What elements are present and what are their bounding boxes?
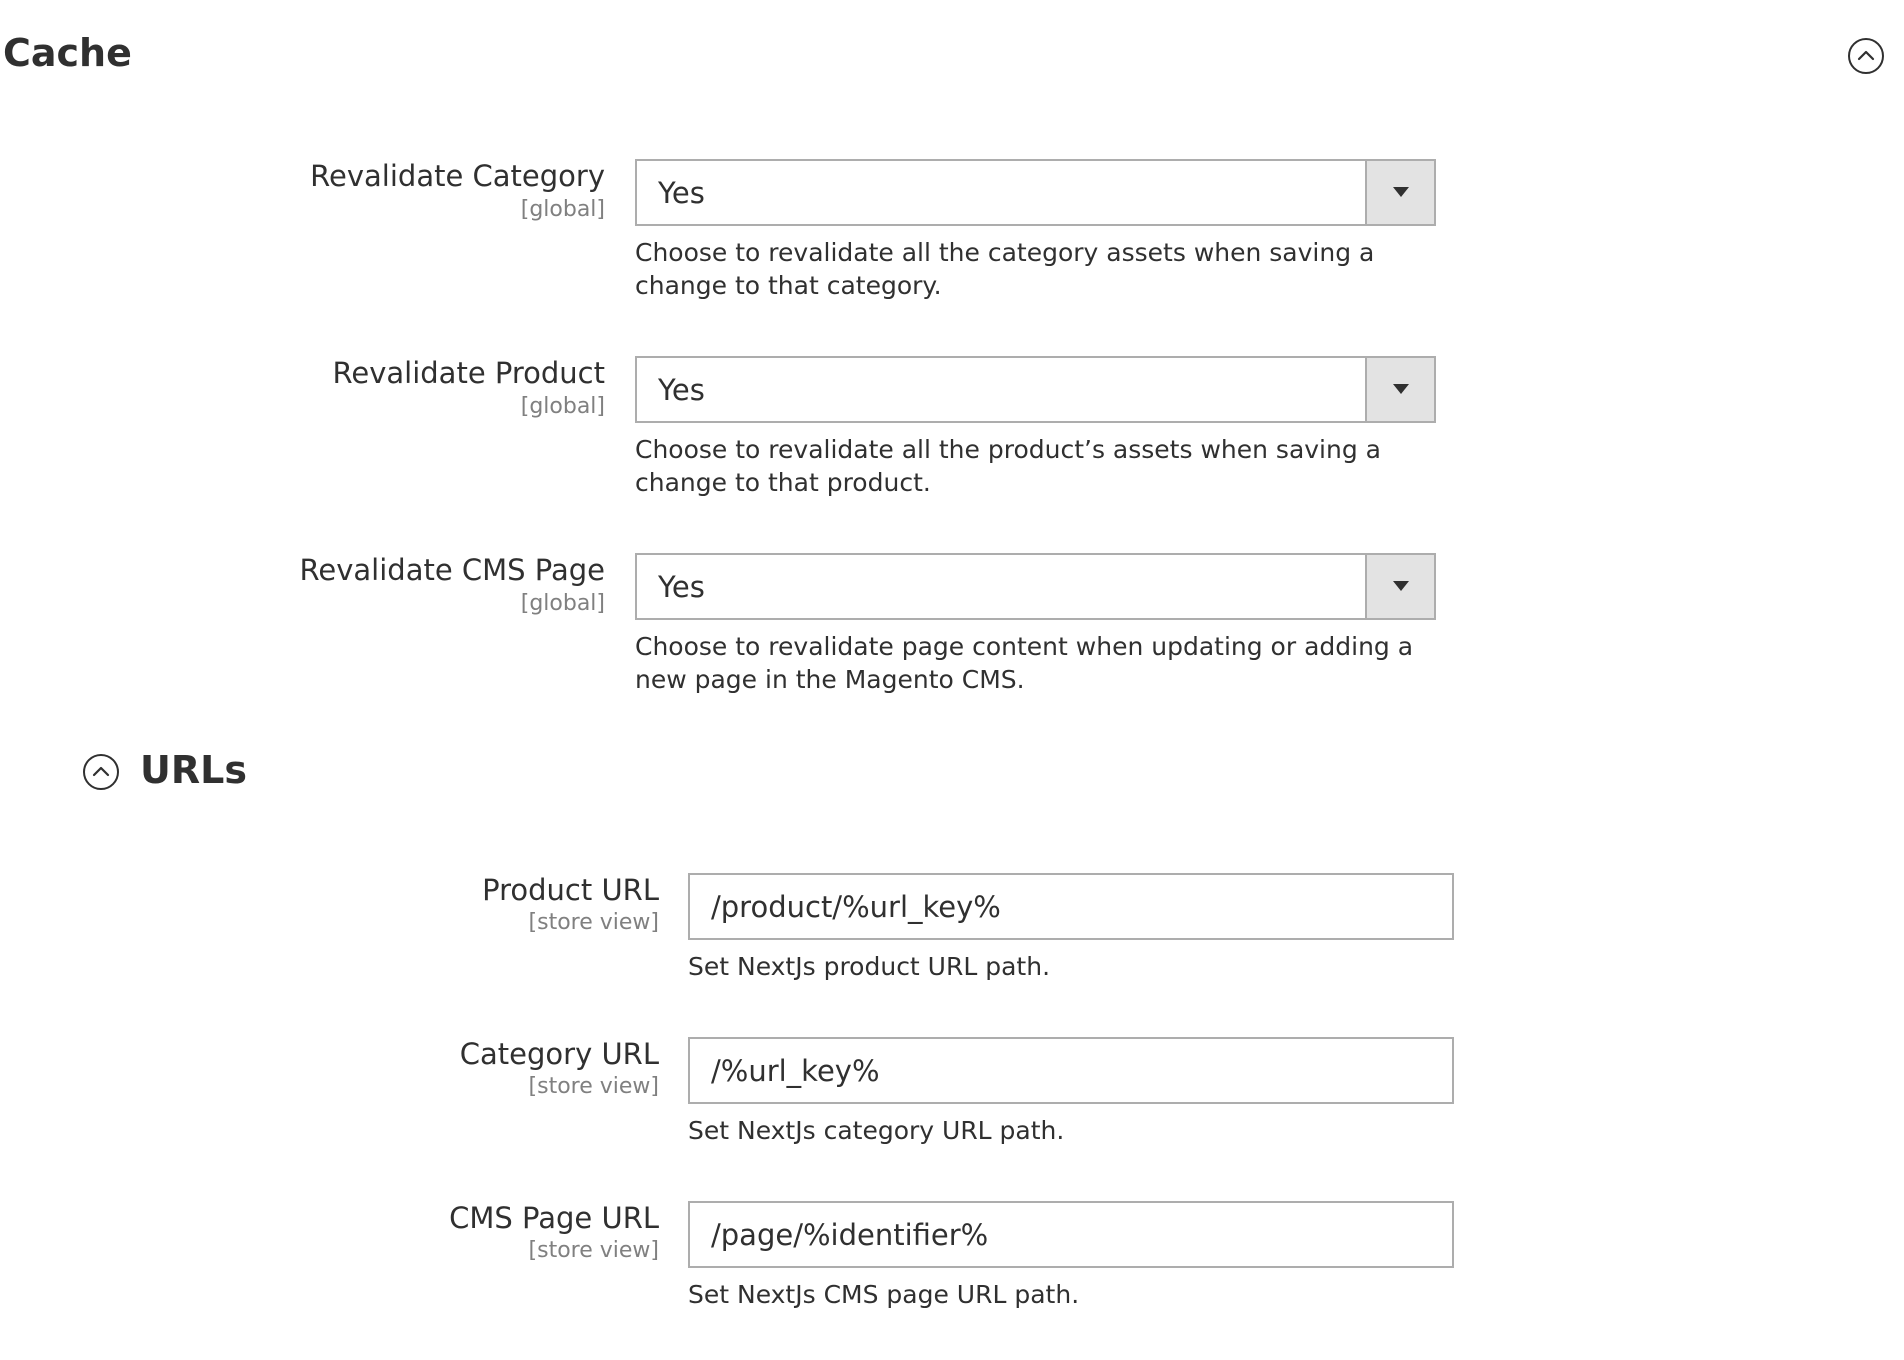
input-value: /product/%url_key% [711,890,1001,924]
field-scope: [store view] [528,1074,659,1099]
field-note: Set NextJs category URL path. [688,1116,1065,1145]
field-scope: [global] [520,197,605,222]
field-scope: [global] [520,394,605,419]
select-value: Yes [658,570,705,604]
field-scope: [global] [520,591,605,616]
field-label: Revalidate Category [310,159,605,193]
field-label: Revalidate CMS Page [299,553,605,587]
field-label: CMS Page URL [449,1201,659,1235]
urls-collapse-toggle[interactable] [83,754,119,790]
select-dropdown-button[interactable] [1365,555,1434,618]
select-dropdown-button[interactable] [1365,161,1434,224]
product-url-input[interactable] [688,873,1454,940]
category-url-input[interactable] [688,1037,1454,1104]
field-scope: [store view] [528,910,659,935]
cache-section-title[interactable]: Cache [3,31,132,75]
caret-down-icon [1393,581,1409,591]
chevron-up-icon [1850,40,1882,72]
select-value: Yes [658,373,705,407]
cache-collapse-toggle[interactable] [1848,38,1884,74]
revalidate-cms-page-select[interactable] [635,553,1436,620]
cms-page-url-input[interactable] [688,1201,1454,1268]
field-note: Choose to revalidate all the category assets when saving a change to that category. [635,238,1375,300]
select-dropdown-button[interactable] [1365,358,1434,421]
caret-down-icon [1393,187,1409,197]
select-value: Yes [658,176,705,210]
chevron-up-icon [85,756,117,788]
field-label: Product URL [482,873,659,907]
urls-section-title[interactable]: URLs [140,748,247,792]
field-note: Set NextJs product URL path. [688,952,1051,981]
field-label: Category URL [459,1037,659,1071]
caret-down-icon [1393,384,1409,394]
field-label: Revalidate Product [332,356,605,390]
revalidate-category-select[interactable] [635,159,1436,226]
field-note: Choose to revalidate page content when updating or adding a new page in the Magento CMS. [635,632,1414,694]
input-value: /page/%identifier% [711,1218,989,1252]
field-scope: [store view] [528,1238,659,1263]
revalidate-product-select[interactable] [635,356,1436,423]
field-note: Choose to revalidate all the product’s assets when saving a change to that product. [635,435,1381,497]
field-note: Set NextJs CMS page URL path. [688,1280,1080,1309]
input-value: /%url_key% [711,1054,880,1088]
